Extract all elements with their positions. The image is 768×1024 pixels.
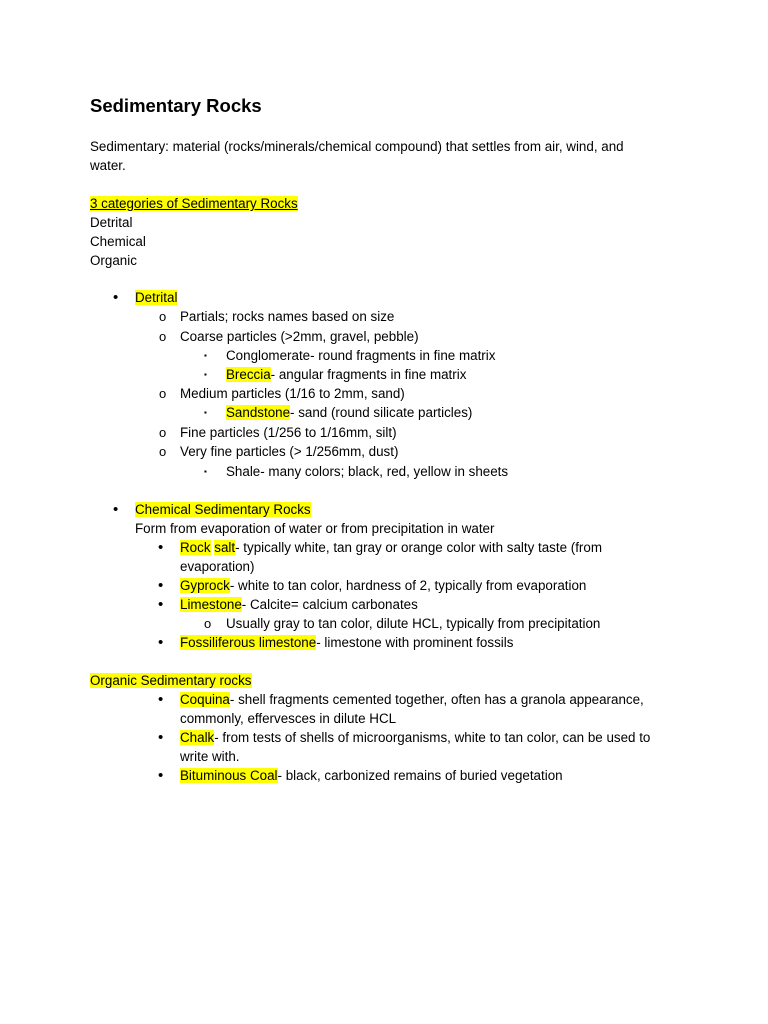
bullet-disc-icon: • — [158, 729, 164, 746]
organic-coquina-cont: commonly, effervesces in dilute HCL — [180, 711, 397, 726]
organic-chalk-cont: write with. — [180, 749, 240, 764]
rock-salt-desc: - typically white, tan gray or orange color with salty taste (from — [235, 540, 602, 555]
bullet-circle-icon: o — [159, 386, 167, 401]
definition-line-1: Sedimentary: material (rocks/minerals/chemical compound) that settles from air, wind, and — [90, 139, 624, 154]
chemical-heading-text: Chemical Sedimentary Rocks — [135, 502, 311, 517]
detrital-coarse: Coarse particles (>2mm, gravel, pebble) — [180, 329, 419, 344]
fossiliferous-term: Fossiliferous limestone — [180, 635, 317, 650]
breccia-term: Breccia — [226, 367, 271, 382]
organic-heading-text: Organic Sedimentary rocks — [90, 673, 252, 688]
category-item: Detrital — [90, 215, 133, 230]
sandstone-term: Sandstone — [226, 405, 291, 420]
sandstone-desc: - sand (round silicate particles) — [290, 405, 473, 420]
bullet-circle-icon: o — [159, 425, 167, 440]
coal-desc: - black, carbonized remains of buried vegetation — [277, 768, 563, 783]
gyprock-term: Gyprock — [180, 578, 230, 593]
bullet-circle-icon: o — [204, 616, 212, 631]
limestone-desc: - Calcite= calcium carbonates — [241, 597, 418, 612]
detrital-very-fine: Very fine particles (> 1/256mm, dust) — [180, 444, 399, 459]
chemical-heading — [135, 501, 311, 519]
bullet-square-icon: ▪ — [204, 351, 207, 360]
bullet-disc-icon: • — [158, 691, 164, 708]
category-item: Chemical — [90, 234, 146, 249]
bullet-circle-icon: o — [159, 329, 167, 344]
chemical-gyprock — [180, 577, 586, 595]
bullet-disc-icon: • — [158, 634, 164, 651]
categories-heading-text: 3 categories of Sedimentary Rocks — [90, 196, 298, 211]
chalk-desc: - from tests of shells of microorganisms, white to tan color, can be used to — [214, 730, 651, 745]
bullet-disc-icon: • — [158, 539, 164, 556]
organic-coquina — [180, 691, 644, 709]
detrital-partials: Partials; rocks names based on size — [180, 309, 395, 324]
chemical-limestone-sub: Usually gray to tan color, dilute HCL, typically from precipitation — [226, 616, 601, 631]
detrital-medium: Medium particles (1/16 to 2mm, sand) — [180, 386, 405, 401]
chemical-rock-salt — [180, 539, 602, 557]
chemical-intro: Form from evaporation of water or from precipitation in water — [135, 521, 495, 536]
chalk-term: Chalk — [180, 730, 215, 745]
coquina-term: Coquina — [180, 692, 230, 707]
rock-term: Rock — [180, 540, 211, 555]
bullet-disc-icon: • — [158, 577, 164, 594]
detrital-shale: Shale- many colors; black, red, yellow in sheets — [226, 464, 509, 479]
organic-chalk — [180, 729, 650, 747]
coquina-desc: - shell fragments cemented together, often has a granola appearance, — [229, 692, 644, 707]
breccia-desc: - angular fragments in fine matrix — [270, 367, 467, 382]
detrital-fine: Fine particles (1/256 to 1/16mm, silt) — [180, 425, 397, 440]
salt-term: salt — [214, 540, 236, 555]
bullet-disc-icon: • — [158, 596, 164, 613]
chemical-limestone — [180, 596, 418, 614]
fossiliferous-desc: - limestone with prominent fossils — [316, 635, 514, 650]
definition-line-2: water. — [90, 158, 126, 173]
limestone-term: Limestone — [180, 597, 242, 612]
bullet-circle-icon: o — [159, 309, 167, 324]
bullet-square-icon: ▪ — [204, 408, 207, 417]
organic-heading — [90, 672, 252, 690]
bullet-square-icon: ▪ — [204, 370, 207, 379]
chemical-fossiliferous — [180, 634, 513, 652]
bullet-square-icon: ▪ — [204, 467, 207, 476]
bullet-disc-icon: • — [113, 289, 119, 306]
page-title: Sedimentary Rocks — [90, 95, 262, 116]
detrital-breccia — [226, 366, 466, 384]
gyprock-desc: - white to tan color, hardness of 2, typically from evaporation — [229, 578, 587, 593]
detrital-sandstone — [226, 404, 472, 422]
chemical-rock-salt-cont: evaporation) — [180, 559, 255, 574]
category-item: Organic — [90, 253, 137, 268]
categories-heading — [90, 195, 298, 213]
bullet-disc-icon: • — [113, 501, 119, 518]
bullet-circle-icon: o — [159, 444, 167, 459]
detrital-heading — [135, 289, 177, 307]
bullet-disc-icon: • — [158, 767, 164, 784]
organic-coal — [180, 767, 563, 785]
detrital-heading-text: Detrital — [135, 290, 178, 305]
coal-term: Bituminous Coal — [180, 768, 278, 783]
detrital-conglomerate: Conglomerate- round fragments in fine matrix — [226, 348, 496, 363]
